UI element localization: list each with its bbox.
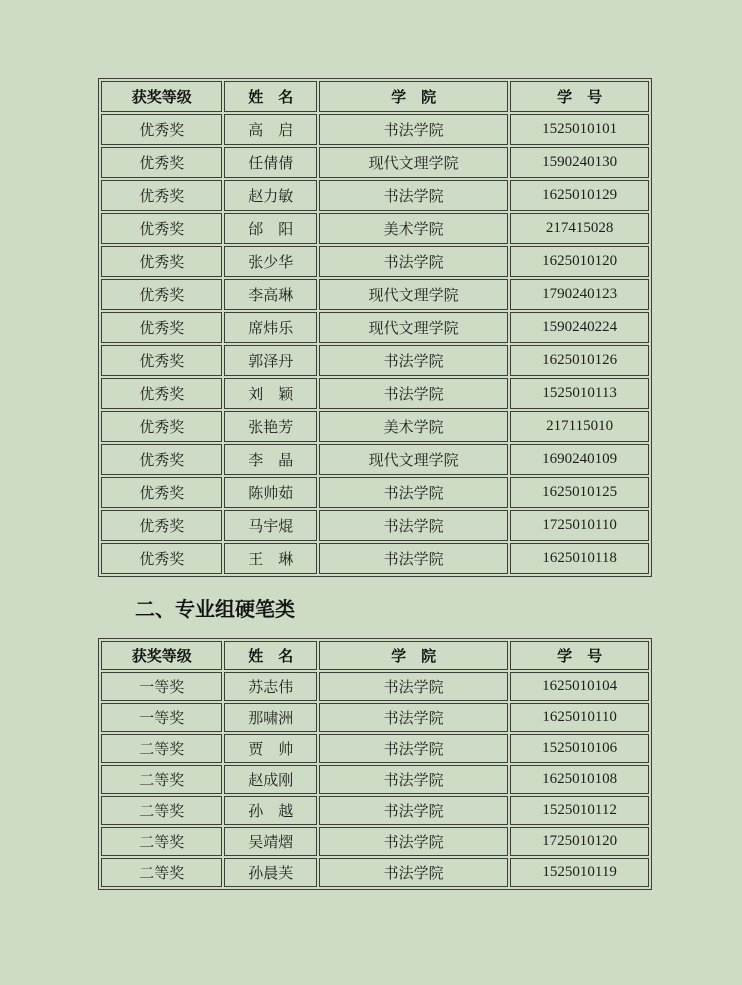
- cell-college: 书法学院: [319, 543, 508, 574]
- table-row: [101, 114, 649, 145]
- table-row: [101, 147, 649, 178]
- cell-name: 高 启: [224, 114, 317, 145]
- cell-student-id: 1525010112: [510, 796, 649, 825]
- table-row: [101, 411, 649, 442]
- cell-award-level: 优秀奖: [101, 147, 222, 178]
- cell-student-id: 1625010129: [510, 180, 649, 211]
- cell-name: 刘 颖: [224, 378, 317, 409]
- table-row: [101, 765, 649, 794]
- cell-award-level: 优秀奖: [101, 543, 222, 574]
- cell-student-id: 1725010120: [510, 827, 649, 856]
- section-heading: 二、专业组硬笔类: [135, 599, 295, 621]
- cell-award-level: 一等奖: [101, 703, 222, 732]
- cell-name: 郭泽丹: [224, 345, 317, 376]
- header-student-id: 学 号: [510, 81, 649, 112]
- table-row: [101, 477, 649, 508]
- cell-student-id: 1690240109: [510, 444, 649, 475]
- cell-name: 王 琳: [224, 543, 317, 574]
- cell-name: 赵力敏: [224, 180, 317, 211]
- cell-name: 孙 越: [224, 796, 317, 825]
- table-row: [101, 703, 649, 732]
- cell-college: 现代文理学院: [319, 444, 508, 475]
- cell-college: 书法学院: [319, 345, 508, 376]
- cell-student-id: 1725010110: [510, 510, 649, 541]
- cell-student-id: 1625010110: [510, 703, 649, 732]
- cell-award-level: 优秀奖: [101, 114, 222, 145]
- cell-college: 书法学院: [319, 734, 508, 763]
- cell-name: 席炜乐: [224, 312, 317, 343]
- awards-table-hard-pen: [98, 638, 652, 890]
- header-student-id: 学 号: [510, 641, 649, 670]
- cell-award-level: 优秀奖: [101, 312, 222, 343]
- cell-college: 书法学院: [319, 858, 508, 887]
- table-header-row: [101, 81, 649, 112]
- cell-award-level: 二等奖: [101, 858, 222, 887]
- cell-student-id: 1625010126: [510, 345, 649, 376]
- cell-college: 书法学院: [319, 765, 508, 794]
- table-row: [101, 213, 649, 244]
- table-row: [101, 246, 649, 277]
- table-row: [101, 444, 649, 475]
- cell-award-level: 优秀奖: [101, 510, 222, 541]
- cell-student-id: 1625010104: [510, 672, 649, 701]
- cell-award-level: 优秀奖: [101, 477, 222, 508]
- table-header-row: [101, 641, 649, 670]
- cell-award-level: 优秀奖: [101, 279, 222, 310]
- cell-college: 书法学院: [319, 703, 508, 732]
- header-college: 学 院: [319, 641, 508, 670]
- cell-name: 那啸洲: [224, 703, 317, 732]
- awards-table-soft-pen: [98, 78, 652, 577]
- cell-name: 邰 阳: [224, 213, 317, 244]
- table-row: [101, 734, 649, 763]
- cell-college: 书法学院: [319, 246, 508, 277]
- cell-college: 书法学院: [319, 477, 508, 508]
- cell-college: 美术学院: [319, 411, 508, 442]
- cell-student-id: 1625010120: [510, 246, 649, 277]
- cell-college: 现代文理学院: [319, 312, 508, 343]
- document-page: [0, 78, 742, 985]
- cell-college: 书法学院: [319, 796, 508, 825]
- cell-name: 苏志伟: [224, 672, 317, 701]
- cell-name: 赵成刚: [224, 765, 317, 794]
- cell-award-level: 优秀奖: [101, 378, 222, 409]
- cell-college: 现代文理学院: [319, 147, 508, 178]
- cell-name: 陈帅茹: [224, 477, 317, 508]
- cell-name: 李 晶: [224, 444, 317, 475]
- table-row: [101, 827, 649, 856]
- table-row: [101, 796, 649, 825]
- cell-college: 书法学院: [319, 827, 508, 856]
- cell-student-id: 1525010101: [510, 114, 649, 145]
- cell-award-level: 优秀奖: [101, 246, 222, 277]
- cell-student-id: 1625010125: [510, 477, 649, 508]
- cell-college: 书法学院: [319, 510, 508, 541]
- table-row: [101, 543, 649, 574]
- cell-student-id: 1625010118: [510, 543, 649, 574]
- table-row: [101, 345, 649, 376]
- cell-name: 李高琳: [224, 279, 317, 310]
- cell-name: 马宇焜: [224, 510, 317, 541]
- cell-name: 吴靖熠: [224, 827, 317, 856]
- cell-award-level: 一等奖: [101, 672, 222, 701]
- cell-award-level: 二等奖: [101, 765, 222, 794]
- cell-award-level: 二等奖: [101, 827, 222, 856]
- cell-college: 书法学院: [319, 378, 508, 409]
- table-row: [101, 672, 649, 701]
- cell-student-id: 1790240123: [510, 279, 649, 310]
- cell-student-id: 1590240224: [510, 312, 649, 343]
- header-college: 学 院: [319, 81, 508, 112]
- cell-student-id: 1525010113: [510, 378, 649, 409]
- table-body: [101, 672, 649, 887]
- cell-name: 贾 帅: [224, 734, 317, 763]
- cell-name: 任倩倩: [224, 147, 317, 178]
- table-row: [101, 312, 649, 343]
- cell-award-level: 二等奖: [101, 734, 222, 763]
- table-row: [101, 279, 649, 310]
- cell-award-level: 优秀奖: [101, 213, 222, 244]
- cell-name: 张艳芳: [224, 411, 317, 442]
- cell-student-id: 217415028: [510, 213, 649, 244]
- cell-college: 书法学院: [319, 180, 508, 211]
- cell-student-id: 1590240130: [510, 147, 649, 178]
- table-row: [101, 180, 649, 211]
- cell-college: 美术学院: [319, 213, 508, 244]
- cell-award-level: 二等奖: [101, 796, 222, 825]
- table-row: [101, 858, 649, 887]
- cell-award-level: 优秀奖: [101, 180, 222, 211]
- cell-college: 书法学院: [319, 114, 508, 145]
- table-row: [101, 378, 649, 409]
- cell-student-id: 1525010119: [510, 858, 649, 887]
- cell-student-id: 1525010106: [510, 734, 649, 763]
- table-row: [101, 510, 649, 541]
- cell-name: 孙晨芙: [224, 858, 317, 887]
- header-award-level: 获奖等级: [101, 81, 222, 112]
- header-name: 姓 名: [224, 641, 317, 670]
- table-body: [101, 114, 649, 574]
- cell-award-level: 优秀奖: [101, 444, 222, 475]
- header-name: 姓 名: [224, 81, 317, 112]
- cell-award-level: 优秀奖: [101, 345, 222, 376]
- cell-award-level: 优秀奖: [101, 411, 222, 442]
- header-award-level: 获奖等级: [101, 641, 222, 670]
- cell-student-id: 217115010: [510, 411, 649, 442]
- cell-college: 现代文理学院: [319, 279, 508, 310]
- cell-name: 张少华: [224, 246, 317, 277]
- cell-student-id: 1625010108: [510, 765, 649, 794]
- cell-college: 书法学院: [319, 672, 508, 701]
